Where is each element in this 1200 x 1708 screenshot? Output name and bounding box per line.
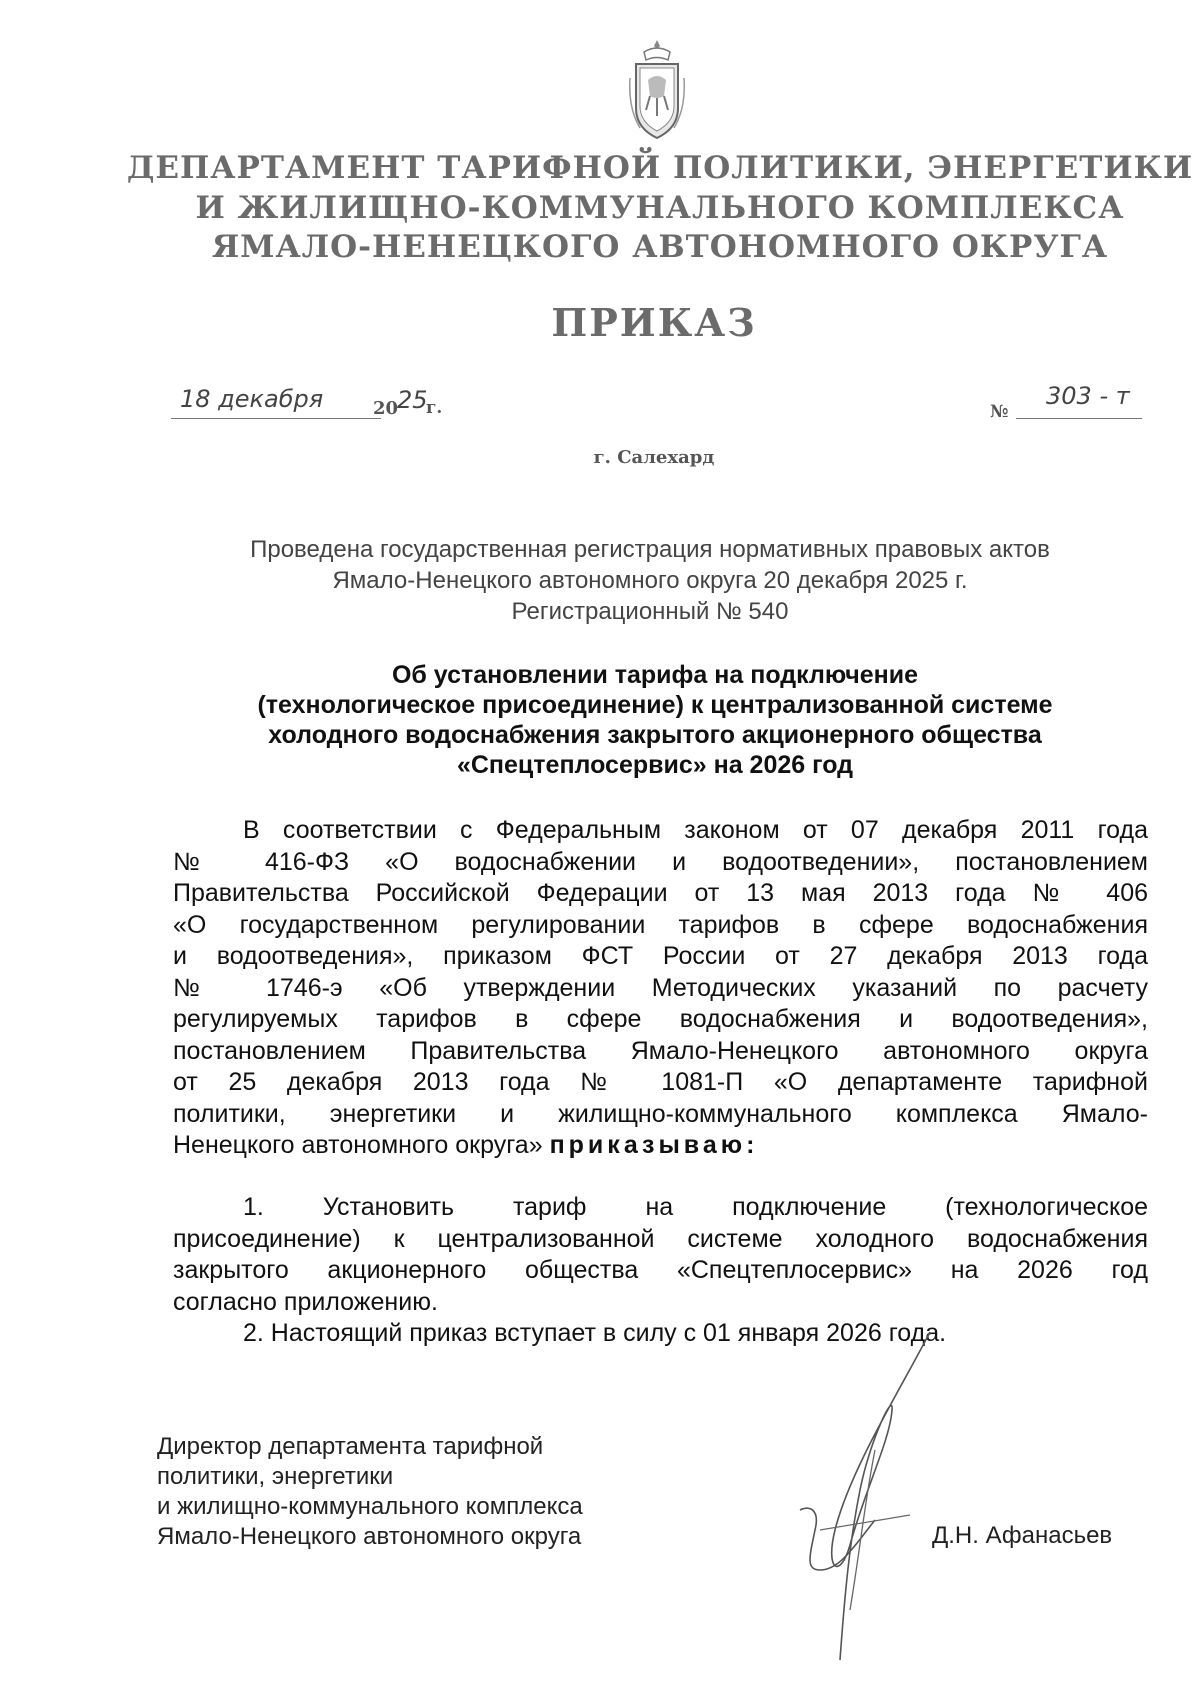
- registration-line-1: Проведена государственная регистрация нормативных правовых актов: [250, 536, 1050, 563]
- order-subject: [180, 660, 1130, 780]
- handwritten-signature: [780, 1330, 980, 1670]
- preamble-line: В соответствии с Федеральным законом от 07 декабря 2011 года: [243, 816, 1148, 844]
- year-suffix: г.: [426, 398, 443, 418]
- preamble-line: от 25 декабря 2013 года № 1081-П «О департаменте тарифной: [173, 1068, 1148, 1096]
- signer-line-2: политики, энергетики: [157, 1463, 394, 1490]
- registration-line-2: Ямало-Ненецкого автономного округа 20 декабря 2025 г.: [332, 567, 968, 594]
- registration-line-3: Регистрационный № 540: [511, 598, 789, 625]
- number-label: №: [990, 402, 1009, 422]
- signer-position: [157, 1432, 583, 1552]
- preamble-last-line: Ненецкого автономного округа»: [173, 1131, 543, 1159]
- preamble-line: политики, энергетики и жилищно-коммунального комплекса Ямало-: [173, 1099, 1148, 1128]
- subject-line-3: холодного водоснабжения закрытого акционерного общества: [268, 721, 1042, 749]
- orders-word: приказываю:: [549, 1131, 759, 1159]
- item-1-line: присоединение) к централизованной системе холодного водоснабжения: [173, 1224, 1148, 1253]
- year-handwritten: 25: [397, 386, 428, 414]
- item-2-line: 2. Настоящий приказ вступает в силу с 01 января 2026 года.: [243, 1319, 947, 1347]
- document-title: ПРИКАЗ: [551, 300, 757, 345]
- preamble-line: № 416-ФЗ «О водоснабжении и водоотведении», постановлением: [173, 847, 1148, 876]
- item-2-paragraph: [173, 1318, 1148, 1350]
- item-1-line: 1. Установить тариф на подключение (технологическое: [243, 1193, 1148, 1221]
- year-prefix: 20: [373, 398, 399, 419]
- coat-of-arms-emblem: [626, 38, 688, 146]
- preamble-line: № 1746-э «Об утверждении Методических указаний по расчету: [173, 973, 1148, 1002]
- item-1-line: закрытого акционерного общества «Спецтеплосервис» на 2026 год: [173, 1256, 1148, 1284]
- signer-line-4: Ямало-Ненецкого автономного округа: [157, 1523, 582, 1550]
- preamble-line: и водоотведения», приказом ФСТ России от 27 декабря 2013 года: [173, 942, 1148, 970]
- signer-line-1: Директор департамента тарифной: [157, 1433, 544, 1460]
- subject-line-1: Об установлении тарифа на подключение: [391, 661, 919, 689]
- number-handwritten: 303 - т: [1046, 382, 1130, 410]
- department-name-line-2: И ЖИЛИЩНО-КОММУНАЛЬНОГО КОМПЛЕКСА: [195, 190, 1125, 226]
- preamble-paragraph: [173, 815, 1148, 1162]
- preamble-line: регулируемых тарифов в сфере водоснабжения и водоотведения»,: [173, 1005, 1148, 1033]
- item-1-paragraph: [173, 1192, 1148, 1318]
- department-name-line-3: ЯМАЛО-НЕНЕЦКОГО АВТОНОМНОГО ОКРУГА: [211, 229, 1109, 265]
- preamble-line: постановлением Правительства Ямало-Ненецкого автономного округа: [173, 1036, 1148, 1065]
- date-handwritten: 18 декабря: [180, 385, 324, 413]
- city: г. Салехард: [593, 447, 715, 468]
- preamble-line: «О государственном регулировании тарифов в сфере водоснабжения: [173, 910, 1148, 939]
- signer-line-3: и жилищно-коммунального комплекса: [157, 1493, 583, 1520]
- department-name-line-1: ДЕПАРТАМЕНТ ТАРИФНОЙ ПОЛИТИКИ, ЭНЕРГЕТИКИ: [126, 150, 1194, 186]
- subject-line-4: «Спецтеплосервис» на 2026 год: [456, 751, 854, 779]
- subject-line-2: (технологическое присоединение) к централизованной системе: [257, 691, 1053, 719]
- item-1-last-line: согласно приложению.: [173, 1287, 438, 1316]
- preamble-line: Правительства Российской Федерации от 13 мая 2013 года № 406: [173, 879, 1148, 907]
- signer-name: Д.Н. Афанасьев: [932, 1522, 1113, 1549]
